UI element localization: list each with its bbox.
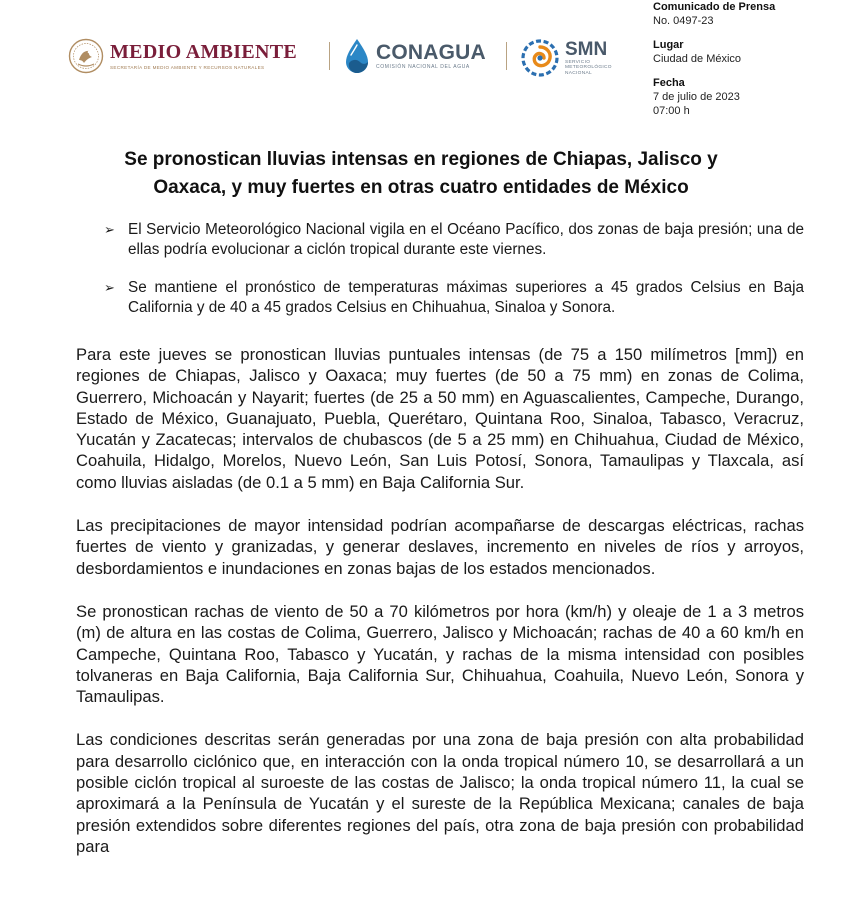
water-drop-icon xyxy=(342,37,372,75)
smn-subtitle-line: SERVICIO xyxy=(565,59,591,65)
bullet-text: Se mantiene el pronóstico de temperaturas máximas superiores a 45 grados Celsius en Baja California y de 40 a 45 grados Celsius en Chihuahua, Sinaloa y Sonora. xyxy=(128,279,804,316)
medio-ambiente-title: MEDIO AMBIENTE xyxy=(110,41,298,63)
press-release-meta xyxy=(653,0,775,118)
smn-subtitle-line: NACIONAL xyxy=(565,70,592,76)
medio-ambiente-subtitle: SECRETARÍA DE MEDIO AMBIENTE Y RECURSOS NATURALES xyxy=(110,65,265,70)
comunicado-number: No. 0497-23 xyxy=(653,15,714,27)
fecha-label: Fecha xyxy=(653,77,685,89)
national-seal-icon xyxy=(68,38,104,74)
logo-divider xyxy=(329,42,330,70)
smn-title: SMN xyxy=(565,38,608,60)
logo-divider xyxy=(506,42,507,70)
smn-subtitle xyxy=(565,60,612,77)
conagua-logo xyxy=(342,37,486,75)
fecha-value: 7 de julio de 2023 xyxy=(653,91,740,103)
highlights-list xyxy=(104,220,804,336)
swirl-weather-icon xyxy=(520,38,560,78)
body-paragraph: Las condiciones descritas serán generadas por una zona de baja presión con alta probabilidad para desarrollo ciclónico que, en interacción con la onda tropical número 10, se desarrollará a un posible ciclón tropical al suroeste de las costas de Jalisco; la onda tropical número 11, la cual se aproximará a la Península de Yucatán y el sureste de la República Mexicana; canales de baja presión extendidos sobre diferentes regiones del país, otra zona de baja presión con probabilidad para xyxy=(76,730,804,856)
document-body xyxy=(76,344,804,879)
body-paragraph: Se pronostican rachas de viento de 50 a 70 kilómetros por hora (km/h) y oleaje de 1 a 3 metros (m) de altura en las costas de Colima, Guerrero, Jalisco y Michoacán; rachas de 40 a 60 km/h en Campeche, Quintana Roo, Tabasco y Yucatán, y rachas de la misma intensidad con posibles tolvaneras en Baja California, Baja California Sur, Chihuahua, Coahuila, Nuevo León, Sonora y Tamaulipas. xyxy=(76,601,804,707)
lugar-value: Ciudad de México xyxy=(653,53,742,65)
list-item xyxy=(104,278,804,318)
medio-ambiente-logo xyxy=(68,36,297,76)
body-paragraph: Para este jueves se pronostican lluvias puntuales intensas (de 75 a 150 milímetros [mm]) en regiones de Chiapas, Jalisco y Oaxaca; muy fuertes (de 50 a 75 mm) en zonas de Colima, Guerrero, Michoacán y Nayarit; fuertes (de 25 a 50 mm) en Aguascalientes, Campeche, Durango, Estado de México, Guanajuato, Puebla, Querétaro, Quintana Roo, Sinaloa, Tabasco, Veracruz, Yucatán y Zacatecas; intervalos de chubascos (de 5 a 25 mm) en Chihuahua, Ciudad de México, Coahuila, Hidalgo, Morelos, Nuevo León, San Luis Potosí, Sonora, Tamaulipas y Tlaxcala, así como lluvias aisladas (de 0.1 a 5 mm) en Baja California Sur. xyxy=(76,345,804,492)
lugar-label: Lugar xyxy=(653,39,684,51)
hora-value: 07:00 h xyxy=(653,105,690,117)
title-line: Se pronostican lluvias intensas en regiones de Chiapas, Jalisco y xyxy=(124,149,718,170)
arrow-bullet-icon: ➢ xyxy=(104,280,115,295)
title-line: Oaxaca, y muy fuertes en otras cuatro entidades de México xyxy=(153,177,689,198)
list-item xyxy=(104,220,804,260)
bullet-text: El Servicio Meteorológico Nacional vigila en el Océano Pacífico, dos zonas de baja presión; una de ellas podría evolucionar a ciclón tropical durante este viernes. xyxy=(128,221,804,258)
conagua-title: CONAGUA xyxy=(376,41,486,64)
smn-subtitle-line: METEOROLÓGICO xyxy=(565,65,612,71)
document-header xyxy=(0,0,842,135)
comunicado-label: Comunicado de Prensa xyxy=(653,1,776,13)
page-title xyxy=(78,146,764,202)
smn-logo xyxy=(520,38,612,78)
body-paragraph: Las precipitaciones de mayor intensidad podrían acompañarse de descargas eléctricas, rachas fuertes de viento y granizadas, y generar deslaves, incremento en niveles de ríos y arroyos, desbordamientos e inundaciones en zonas bajas de los estados mencionados. xyxy=(76,516,804,578)
arrow-bullet-icon: ➢ xyxy=(104,222,115,237)
conagua-subtitle: COMISIÓN NACIONAL DEL AGUA xyxy=(376,64,470,70)
